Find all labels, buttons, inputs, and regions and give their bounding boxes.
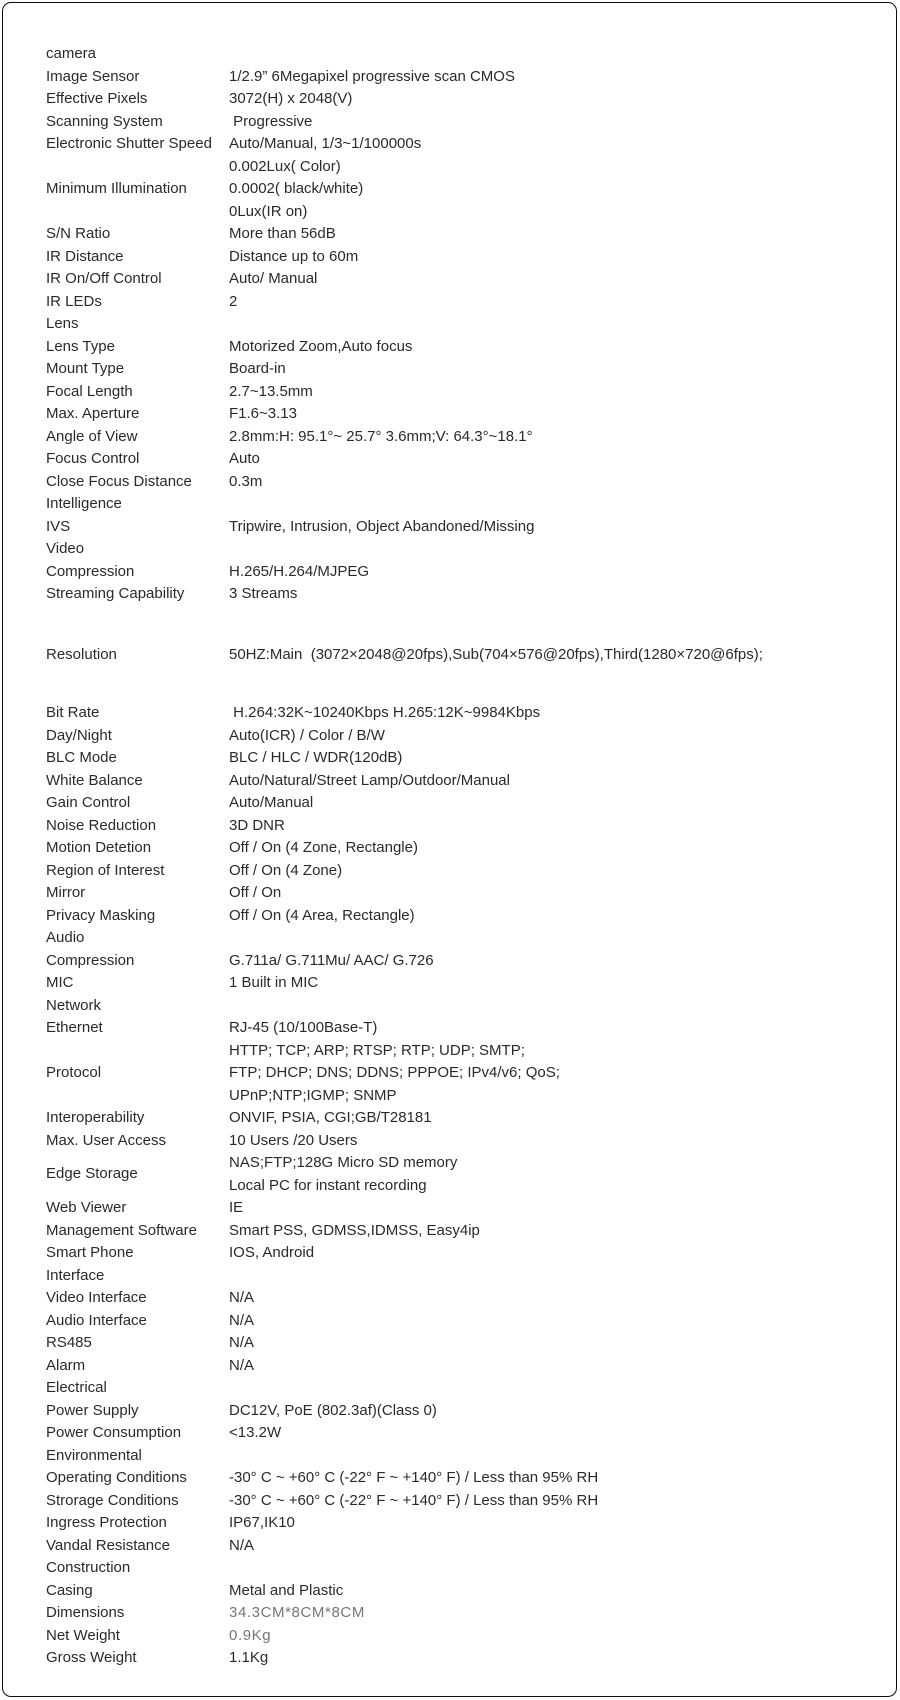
spec-value <box>229 1040 880 1108</box>
spec-value <box>229 381 880 404</box>
spec-row-strorage-conditions <box>46 1490 880 1513</box>
spec-value-line: Board-in <box>229 360 286 377</box>
spec-value-line: 0Lux(IR on) <box>229 202 308 220</box>
spec-value-line: Off / On (4 Area, Rectangle) <box>229 906 415 924</box>
spec-value-line: N/A <box>229 1536 255 1554</box>
spec-value-line: Auto/Manual <box>229 794 314 811</box>
spec-value-line: 2 <box>229 292 238 310</box>
spec-value-line: 1.1Kg <box>229 1649 269 1666</box>
spec-label: Streaming Capability <box>46 585 185 602</box>
spec-value-line: More than 56dB <box>229 225 336 242</box>
spec-value-line: N/A <box>229 1311 255 1329</box>
spec-value <box>229 1130 880 1153</box>
spec-row-ethernet <box>46 1017 880 1040</box>
spec-label: Max. User Access <box>46 1131 167 1149</box>
spec-value <box>229 1467 880 1490</box>
spec-value <box>229 1580 880 1603</box>
spec-row-ingress-protection <box>46 1512 880 1535</box>
spec-value <box>229 1625 880 1648</box>
section-label: Intelligence <box>46 495 122 512</box>
spec-row-ir-distance <box>46 246 880 269</box>
spec-row-smart-phone <box>46 1242 880 1265</box>
spec-value-line: Progressive <box>229 112 313 130</box>
spec-value-line: IE <box>229 1199 244 1216</box>
spec-row-dimensions <box>46 1602 880 1625</box>
section-label: Lens <box>46 315 79 332</box>
spec-label: Power Supply <box>46 1401 139 1419</box>
spec-value-line: 10 Users /20 Users <box>229 1131 358 1149</box>
spec-row-max-user-access <box>46 1130 880 1153</box>
section-label: camera <box>46 45 97 62</box>
spec-label: Gross Weight <box>46 1649 137 1666</box>
spec-label: Interoperability <box>46 1109 145 1126</box>
section-label: Construction <box>46 1559 131 1576</box>
spec-value <box>229 1490 880 1513</box>
spec-value <box>229 246 880 269</box>
spec-value <box>229 837 880 860</box>
spec-value-line: DC12V, PoE (802.3af)(Class 0) <box>229 1401 437 1419</box>
spec-row-audio-interface <box>46 1310 880 1333</box>
spec-value <box>229 1400 880 1423</box>
spec-row-s-n-ratio <box>46 223 880 246</box>
spec-row-rs485 <box>46 1332 880 1355</box>
spec-value-line: FTP; DHCP; DNS; DDNS; PPPOE; IPv4/v6; QoS; <box>229 1064 560 1081</box>
spec-row-edge-storage <box>46 1152 880 1197</box>
spec-row-focus-control <box>46 448 880 471</box>
spec-row-ir-on-off-control <box>46 268 880 291</box>
spec-label: Net Weight <box>46 1626 120 1644</box>
spec-label: Privacy Masking <box>46 906 156 924</box>
spec-value-line: N/A <box>229 1334 255 1351</box>
section-label: Audio <box>46 929 85 946</box>
section-row-electrical <box>46 1377 880 1400</box>
spec-value-line: Tripwire, Intrusion, Object Abandoned/Missing <box>229 517 535 535</box>
spec-value-line: 34.3CM*8CM*8CM <box>229 1604 365 1621</box>
spec-value-line: 1/2.9” 6Megapixel progressive scan CMOS <box>229 67 515 85</box>
spec-row-mount-type <box>46 358 880 381</box>
spec-label: Protocol <box>46 1064 102 1081</box>
spec-row-compression <box>46 561 880 584</box>
spec-label: Operating Conditions <box>46 1469 187 1486</box>
spec-value-line: Auto/ Manual <box>229 270 318 287</box>
spec-value-line: F1.6~3.13 <box>229 405 297 422</box>
spec-value <box>229 516 880 539</box>
spec-value <box>229 426 880 449</box>
spec-value <box>229 1355 880 1378</box>
spec-value-line: Motorized Zoom,Auto focus <box>229 337 413 355</box>
spec-value-line: 50HZ:Main (3072×2048@20fps),Sub(704×576@20fps),Third(1280×720@6fps); <box>229 645 763 663</box>
spec-value <box>229 133 880 156</box>
spec-value-line: 1 Built in MIC <box>229 974 319 991</box>
spec-value <box>229 1017 880 1040</box>
spec-value <box>229 1535 880 1558</box>
section-row-network <box>46 995 880 1018</box>
spec-row-casing <box>46 1580 880 1603</box>
spec-value-line: Auto/Natural/Street Lamp/Outdoor/Manual <box>229 771 510 789</box>
spec-value <box>229 1197 880 1220</box>
section-label: Environmental <box>46 1446 142 1464</box>
spec-row-blc-mode <box>46 747 880 770</box>
spec-label: White Balance <box>46 771 143 789</box>
section-row-environmental <box>46 1445 880 1468</box>
spec-label: Compression <box>46 951 135 969</box>
spec-value-line: <13.2W <box>229 1424 282 1441</box>
spec-value <box>229 1107 880 1130</box>
spec-value <box>229 223 880 246</box>
section-row-construction <box>46 1557 880 1580</box>
spec-row-management-software <box>46 1220 880 1243</box>
spec-value <box>229 815 880 838</box>
spec-row-privacy-masking <box>46 905 880 928</box>
spec-label: Smart Phone <box>46 1244 134 1261</box>
section-label: Video <box>46 540 85 557</box>
spec-label: Ingress Protection <box>46 1514 167 1531</box>
spec-value-line: 3 Streams <box>229 585 298 602</box>
spec-value <box>229 561 880 584</box>
spec-value <box>229 291 880 314</box>
spec-row-effective-pixels <box>46 88 880 111</box>
spec-label: Motion Detetion <box>46 839 152 856</box>
spec-value <box>229 1152 880 1197</box>
spec-value <box>229 905 880 928</box>
spec-row-max-aperture <box>46 403 880 426</box>
spec-row-streaming-capability <box>46 583 880 606</box>
spec-row-power-consumption <box>46 1422 880 1445</box>
spec-value <box>229 1220 880 1243</box>
spec-value <box>229 403 880 426</box>
spec-value-line: IOS, Android <box>229 1244 315 1261</box>
spec-row-electronic-shutter-speed <box>46 133 880 156</box>
spec-value-line: H.265/H.264/MJPEG <box>229 562 370 580</box>
spec-value-line: RJ-45 (10/100Base-T) <box>229 1019 378 1036</box>
spec-value <box>229 448 880 471</box>
spec-row-white-balance <box>46 770 880 793</box>
spec-value-line: N/A <box>229 1289 255 1306</box>
spec-label: Strorage Conditions <box>46 1491 179 1509</box>
spec-row-resolution <box>46 644 880 667</box>
spec-value <box>229 156 880 224</box>
spec-label: Close Focus Distance <box>46 472 192 490</box>
spec-row-gain-control <box>46 792 880 815</box>
spec-value-line: 2.7~13.5mm <box>229 382 313 400</box>
spec-label: Day/Night <box>46 726 112 744</box>
spec-row-web-viewer <box>46 1197 880 1220</box>
spec-label: Electronic Shutter Speed <box>46 135 212 152</box>
spec-row-vandal-resistance <box>46 1535 880 1558</box>
spec-value <box>229 1422 880 1445</box>
spec-row-net-weight <box>46 1625 880 1648</box>
spec-row-operating-conditions <box>46 1467 880 1490</box>
spec-value <box>229 1242 880 1265</box>
spec-value <box>229 972 880 995</box>
spec-label: Image Sensor <box>46 67 140 85</box>
spec-value-line: N/A <box>229 1356 255 1374</box>
spec-value-line: Local PC for instant recording <box>229 1176 427 1194</box>
section-row-intelligence <box>46 493 880 516</box>
spec-label: Compression <box>46 562 135 580</box>
spec-value-line: Auto(ICR) / Color / B/W <box>229 726 385 744</box>
spec-label: Focus Control <box>46 450 140 467</box>
spec-value-line: 3D DNR <box>229 816 285 834</box>
spec-row-minimum-illumination <box>46 156 880 224</box>
spec-label: Max. Aperture <box>46 405 140 422</box>
spec-label: S/N Ratio <box>46 225 111 242</box>
spec-value-line: ONVIF, PSIA, CGI;GB/T28181 <box>229 1109 432 1126</box>
spec-value <box>229 1287 880 1310</box>
spec-row-protocol <box>46 1040 880 1108</box>
section-label: Electrical <box>46 1379 107 1396</box>
spec-sheet <box>2 2 897 1697</box>
spec-row-mirror <box>46 882 880 905</box>
spec-value <box>229 747 880 770</box>
spec-value-line: 0.002Lux( Color) <box>229 157 341 175</box>
spec-label: Video Interface <box>46 1289 147 1306</box>
spec-label: RS485 <box>46 1334 92 1351</box>
spec-value-line: Auto/Manual, 1/3~1/100000s <box>229 135 422 152</box>
spec-label: Region of Interest <box>46 861 165 879</box>
spec-value <box>229 1332 880 1355</box>
spec-row-region-of-interest <box>46 860 880 883</box>
section-row-interface <box>46 1265 880 1288</box>
spec-value-line: 0.3m <box>229 472 263 490</box>
spec-row-ivs <box>46 516 880 539</box>
spec-label: Web Viewer <box>46 1199 127 1216</box>
spec-row-day-night <box>46 725 880 748</box>
spec-label: IR Distance <box>46 247 124 265</box>
spec-value <box>229 111 880 134</box>
spec-label: Vandal Resistance <box>46 1536 170 1554</box>
spec-value-line: -30° C ~ +60° C (-22° F ~ +140° F) / Less than 95% RH <box>229 1491 599 1509</box>
section-label: Network <box>46 996 102 1014</box>
spec-value <box>229 1647 880 1670</box>
spec-value-line: 3072(H) x 2048(V) <box>229 90 353 107</box>
spec-label: IR On/Off Control <box>46 270 162 287</box>
spec-value <box>229 336 880 359</box>
spec-row-noise-reduction <box>46 815 880 838</box>
section-label: Interface <box>46 1266 105 1284</box>
spec-row-focal-length <box>46 381 880 404</box>
spec-value-line: -30° C ~ +60° C (-22° F ~ +140° F) / Less than 95% RH <box>229 1469 599 1486</box>
spec-value-line: NAS;FTP;128G Micro SD memory <box>229 1154 458 1171</box>
spec-value-line: Off / On (4 Zone, Rectangle) <box>229 839 418 856</box>
spec-value <box>229 882 880 905</box>
spec-label: Power Consumption <box>46 1424 182 1441</box>
spec-value-line: 0.9Kg <box>229 1626 272 1644</box>
spec-label: MIC <box>46 974 74 991</box>
spec-row-mic <box>46 972 880 995</box>
spec-value <box>229 88 880 111</box>
section-row-camera <box>46 43 880 66</box>
spec-value-line: Smart PSS, GDMSS,IDMSS, Easy4ip <box>229 1221 480 1239</box>
spec-label: Casing <box>46 1581 93 1599</box>
spec-row-motion-detetion <box>46 837 880 860</box>
spec-label: Angle of View <box>46 427 138 445</box>
spec-value-line: G.711a/ G.711Mu/ AAC/ G.726 <box>229 951 434 969</box>
spec-value-line: H.264:32K~10240Kbps H.265:12K~9984Kbps <box>229 704 541 721</box>
spec-row-ir-leds <box>46 291 880 314</box>
spec-value-line: Off / On (4 Zone) <box>229 861 343 879</box>
spec-value <box>229 1602 880 1625</box>
spec-label: Scanning System <box>46 112 163 130</box>
spec-row-image-sensor <box>46 66 880 89</box>
spec-label: Lens Type <box>46 337 115 355</box>
spec-row-lens-type <box>46 336 880 359</box>
spec-row-close-focus-distance <box>46 471 880 494</box>
spec-value-line: Distance up to 60m <box>229 247 359 265</box>
spec-value-line: BLC / HLC / WDR(120dB) <box>229 749 403 766</box>
section-row-video <box>46 538 880 561</box>
spec-label: BLC Mode <box>46 749 117 766</box>
spec-label: Minimum Illumination <box>46 180 187 197</box>
section-row-lens <box>46 313 880 336</box>
spec-label: Ethernet <box>46 1019 103 1036</box>
spec-row-gross-weight <box>46 1647 880 1670</box>
spec-row-scanning-system <box>46 111 880 134</box>
spec-row-interoperability <box>46 1107 880 1130</box>
spec-label: Edge Storage <box>46 1165 138 1183</box>
spec-value-line: Off / On <box>229 884 282 901</box>
spec-row-video-interface <box>46 1287 880 1310</box>
spec-table <box>46 43 880 1670</box>
spec-value-line: HTTP; TCP; ARP; RTSP; RTP; UDP; SMTP; <box>229 1041 525 1059</box>
spec-value <box>229 860 880 883</box>
spec-label: Dimensions <box>46 1604 125 1621</box>
section-row-audio <box>46 927 880 950</box>
spec-label: Mount Type <box>46 360 125 377</box>
spec-row-compression <box>46 950 880 973</box>
spec-label: Resolution <box>46 645 117 663</box>
spec-value <box>229 644 880 667</box>
spec-value-line: 0.0002( black/white) <box>229 180 364 197</box>
spec-value-line: Metal and Plastic <box>229 1581 344 1599</box>
spec-label: Effective Pixels <box>46 90 148 107</box>
spec-value-line: Auto <box>229 450 260 467</box>
spec-row-power-supply <box>46 1400 880 1423</box>
spec-value <box>229 471 880 494</box>
spec-value <box>229 725 880 748</box>
spec-value <box>229 1310 880 1333</box>
spec-label: Alarm <box>46 1356 86 1374</box>
spec-value <box>229 268 880 291</box>
spec-value-line: IP67,IK10 <box>229 1514 295 1531</box>
spec-row-bit-rate <box>46 702 880 725</box>
row-spacer <box>46 666 880 702</box>
spec-value <box>229 950 880 973</box>
spec-label: IVS <box>46 517 71 535</box>
row-spacer <box>46 606 880 644</box>
spec-label: Mirror <box>46 884 86 901</box>
spec-label: Management Software <box>46 1221 197 1239</box>
spec-value <box>229 770 880 793</box>
spec-value <box>229 583 880 606</box>
spec-label: Noise Reduction <box>46 816 157 834</box>
spec-value <box>229 1512 880 1535</box>
spec-row-angle-of-view <box>46 426 880 449</box>
spec-label: Gain Control <box>46 794 131 811</box>
spec-value <box>229 792 880 815</box>
spec-value <box>229 66 880 89</box>
spec-label: Audio Interface <box>46 1311 147 1329</box>
spec-value-line: UPnP;NTP;IGMP; SNMP <box>229 1086 397 1104</box>
spec-label: IR LEDs <box>46 292 102 310</box>
spec-label: Bit Rate <box>46 704 100 721</box>
spec-label: Focal Length <box>46 382 133 400</box>
spec-value <box>229 358 880 381</box>
spec-value <box>229 702 880 725</box>
spec-row-alarm <box>46 1355 880 1378</box>
spec-value-line: 2.8mm:H: 95.1°~ 25.7° 3.6mm;V: 64.3°~18.1° <box>229 427 533 445</box>
